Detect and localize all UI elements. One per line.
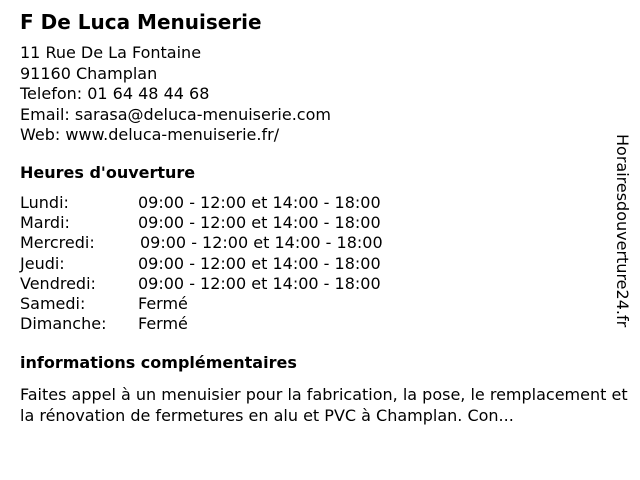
email-address: Email: sarasa@deluca-menuiserie.com bbox=[20, 104, 331, 124]
hours-time: 09:00 - 12:00 et 14:00 - 18:00 bbox=[138, 273, 381, 293]
hours-time: 09:00 - 12:00 et 14:00 - 18:00 bbox=[138, 213, 381, 233]
hours-day: Jeudi: bbox=[20, 253, 65, 273]
info-title: informations complémentaires bbox=[20, 353, 297, 372]
hours-day: Mardi: bbox=[20, 213, 70, 233]
hours-title: Heures d'ouverture bbox=[20, 163, 196, 182]
hours-row-monday bbox=[20, 193, 383, 213]
business-description: Faites appel à un menuisier pour la fabrication, la pose, le remplacement et la rénovation de fermetures en alu et PVC à Champlan. Con... bbox=[20, 385, 628, 425]
contact-block bbox=[20, 43, 331, 146]
website-url: Web: www.deluca-menuiserie.fr/ bbox=[20, 125, 280, 144]
watermark-text: Horairesdouverture24.fr bbox=[613, 134, 632, 328]
city-postcode: 91160 Champlan bbox=[20, 63, 158, 83]
hours-day: Dimanche: bbox=[20, 314, 107, 334]
hours-row-wednesday bbox=[20, 233, 383, 253]
hours-row-tuesday bbox=[20, 213, 383, 233]
hours-time: 09:00 - 12:00 et 14:00 - 18:00 bbox=[138, 253, 381, 273]
hours-day: Mercredi: bbox=[20, 233, 95, 253]
hours-row-saturday bbox=[20, 294, 383, 314]
hours-day: Vendredi: bbox=[20, 273, 96, 293]
hours-day: Samedi: bbox=[20, 294, 86, 314]
hours-time: 09:00 - 12:00 et 14:00 - 18:00 bbox=[140, 233, 383, 253]
hours-time: Fermé bbox=[138, 314, 188, 334]
phone-number: Telefon: 01 64 48 44 68 bbox=[20, 84, 210, 103]
hours-row-thursday bbox=[20, 254, 383, 274]
hours-row-sunday bbox=[20, 314, 383, 334]
hours-row-friday bbox=[20, 274, 383, 294]
hours-day: Lundi: bbox=[20, 193, 69, 212]
street-address: 11 Rue De La Fontaine bbox=[20, 43, 202, 62]
hours-time: 09:00 - 12:00 et 14:00 - 18:00 bbox=[138, 193, 381, 212]
business-name: F De Luca Menuiserie bbox=[20, 10, 262, 34]
opening-hours-list bbox=[20, 193, 383, 334]
hours-time: Fermé bbox=[138, 294, 188, 314]
